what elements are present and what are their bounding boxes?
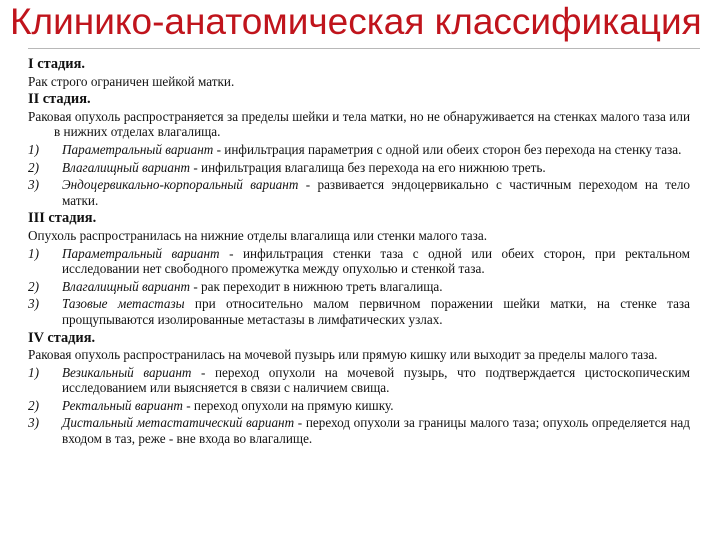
list-item bbox=[28, 279, 690, 295]
variant-name: Везикальный вариант bbox=[62, 364, 192, 380]
slide-title: Клинико-анатомическая классификация bbox=[10, 1, 702, 42]
list-item bbox=[28, 246, 690, 277]
variant-name: Тазовые метастазы bbox=[62, 296, 185, 312]
variant-name: Параметральный вариант bbox=[62, 141, 214, 157]
item-number: 2) bbox=[28, 159, 39, 175]
stage-3-heading: III стадия. bbox=[28, 210, 97, 227]
variant-name: Параметральный вариант bbox=[62, 245, 220, 261]
stage-2-heading: II стадия. bbox=[28, 91, 91, 108]
item-number: 3) bbox=[28, 177, 39, 193]
list-item bbox=[28, 415, 690, 446]
stage-4-heading: IV стадия. bbox=[28, 329, 96, 346]
list-item bbox=[28, 177, 690, 208]
item-number: 2) bbox=[28, 397, 39, 413]
stage-3-description: Опухоль распространилась на нижние отделы влагалища или стенки малого таза. bbox=[28, 227, 487, 243]
item-number: 1) bbox=[28, 245, 39, 261]
variant-text: - рак переходит в нижнюю треть влагалища. bbox=[190, 278, 443, 294]
variant-text: - инфильтрация влагалища без перехода на его нижнюю треть. bbox=[190, 159, 546, 175]
list-item bbox=[28, 160, 690, 176]
item-number: 3) bbox=[28, 415, 39, 431]
item-number: 3) bbox=[28, 296, 39, 312]
stage-2-description: Раковая опухоль распространяется за пределы шейки и тела матки, но не обнаруживается на стенках малого таза или в нижних отделах влагалища. bbox=[28, 108, 690, 140]
list-item bbox=[28, 398, 690, 414]
stage-1-description: Рак строго ограничен шейкой матки. bbox=[28, 73, 235, 89]
variant-text: - развивается эндоцервикально с частичным переходом на тело матки. bbox=[62, 177, 690, 208]
variant-text: - переход опухоли за границы малого таза; опухоль определяется над входом в таз, реже - вне входа во влагалище. bbox=[62, 415, 690, 447]
list-item bbox=[28, 296, 690, 327]
variant-name: Влагалищный вариант bbox=[62, 159, 191, 175]
list-item bbox=[28, 365, 690, 396]
stage-1-heading: I стадия. bbox=[28, 56, 85, 72]
list-item bbox=[28, 142, 690, 158]
variant-text: при относительно малом первичном поражении шейки матки, на стенке таза прощупываются изолированные метастазы в лимфатических узлах. bbox=[62, 296, 690, 327]
variant-name: Дистальный метастатический вариант bbox=[62, 415, 295, 431]
variant-text: - переход опухоли на прямую кишку. bbox=[182, 397, 394, 413]
variant-name: Ректальный вариант bbox=[62, 397, 183, 413]
variant-text: - инфильтрация стенки таза с одной или обеих сторон, при ректальном исследовании нет свободного промежутка между опухолью и стенкой таза. bbox=[62, 245, 690, 277]
variant-text: - инфильтрация параметрия с одной или обеих сторон без перехода на стенку таза. bbox=[213, 141, 682, 157]
classification-content bbox=[28, 55, 690, 449]
stage-4-description: Раковая опухоль распространилась на мочевой пузырь или прямую кишку или выходит за пределы малого таза. bbox=[28, 347, 658, 363]
item-number: 2) bbox=[28, 278, 39, 294]
item-number: 1) bbox=[28, 364, 39, 380]
variant-name: Эндоцервикально-корпоральный вариант bbox=[62, 177, 299, 193]
title-divider bbox=[28, 48, 700, 49]
variant-name: Влагалищный вариант bbox=[62, 278, 191, 294]
item-number: 1) bbox=[28, 141, 39, 157]
variant-text: - переход опухоли на мочевой пузырь, что подтверждается цистоскопическим исследованием или выясняется в связи с наличием свища. bbox=[62, 364, 690, 396]
